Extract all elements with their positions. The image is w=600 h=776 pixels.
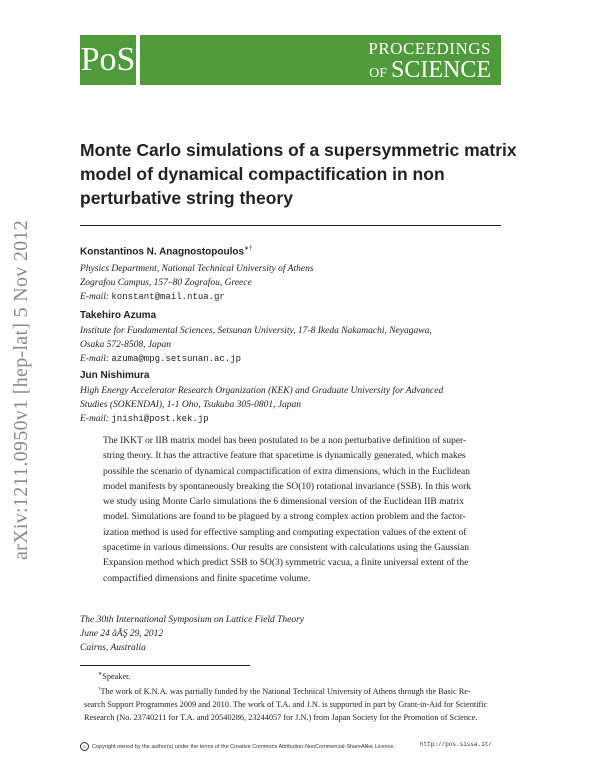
footnote-speaker: ∗Speaker. bbox=[98, 671, 131, 681]
banner-line-2: OF SCIENCE bbox=[369, 57, 491, 83]
author-affiliation: Physics Department, National Technical University of Athens Zografou Campus, 157–80 Zografou, Greece E-mail: konstant@mail.ntua.gr bbox=[80, 264, 314, 302]
email-link[interactable]: konstant@mail.ntua.gr bbox=[111, 292, 225, 302]
copyright-notice: c Copyright owned by the author(s) under the terms of the Creative Commons Attribution-NonCommercial-ShareAlike Licence. bbox=[80, 742, 395, 751]
abstract: The IKKT or IIB matrix model has been postulated to be a non perturbative definition of super- string theory. It has the attractive feature that spacetime is dynamically generated, which makes possible the scenario of dynamical compactification of extra dimensions, which in the Euclidean model manifests by spontaneously breaking the SO(10) rotational invariance (SSB). In this work we study using Monte Carlo simulations the 6 dimensional version of the Euclidean IIB matrix model. Simulations are found to be plagued by a strong complex action problem and the factor- ization method is used for effective sampling and computing expectation values of the extent of spacetime in various dimensions. Our results are consistent with calculations using the Gaussian Expansion method which predict SSB to SO(3) symmetric vacua, a finite universal extent of the compactified dimensions and finite spacetime volume. bbox=[103, 436, 472, 584]
email-link[interactable]: azuma@mpg.setsunan.ac.jp bbox=[111, 354, 242, 364]
pos-logo: PoS bbox=[80, 35, 136, 85]
author-name: Jun Nishimura bbox=[80, 370, 150, 381]
paper-title bbox=[80, 138, 520, 210]
title-line: Monte Carlo simulations of a supersymmetric matrix bbox=[80, 140, 517, 160]
author-affiliation: High Energy Accelerator Research Organization (KEK) and Graduate University for Advanced Studies (SOKENDAI), 1-1 Oho, Tsukuba 305-0801, Japan E-mail: jnishi@post.kek.jp bbox=[80, 386, 444, 424]
title-rule bbox=[80, 225, 501, 226]
arxiv-stamp: arXiv:1211.0950v1 [hep-lat] 5 Nov 2012 bbox=[10, 219, 32, 560]
conference-info: The 30th International Symposium on Lattice Field Theory June 24 âĂŞ 29, 2012 Cairns, Australia bbox=[80, 615, 305, 653]
author-name: Takehiro Azuma bbox=[80, 310, 157, 321]
banner-line-1: PROCEEDINGS bbox=[368, 39, 491, 58]
pos-url[interactable]: http://pos.sissa.it/ bbox=[420, 741, 493, 748]
title-line: perturbative string theory bbox=[80, 188, 293, 208]
author-affiliation: Institute for Fundamental Sciences, Setsunan University, 17-8 Ikeda Nakamachi, Neyagawa, Osaka 572-8508, Japan E-mail: azuma@mpg.setsunan.ac.jp bbox=[80, 326, 432, 364]
footnote-funding: †The work of K.N.A. was partially funded by the National Technical University of Athens through the Basic Re- search Support Programmes 2009 and 2010. The work of T.A. and J.N. is supported in part by Grant-in-Aid for Scientific Research (No. 23740211 for T.A. and 20540286, 23244057 for J.N.) from Japan Society for the Promotion of Science. bbox=[84, 686, 488, 722]
footnote-rule bbox=[80, 665, 250, 666]
footnotes bbox=[84, 668, 504, 724]
title-line: model of dynamical compactification in non bbox=[80, 164, 445, 184]
proceedings-banner bbox=[140, 35, 501, 85]
email-link[interactable]: jnishi@post.kek.jp bbox=[111, 414, 209, 424]
author-name: Konstantinos N. Anagnostopoulos∗† bbox=[80, 246, 253, 258]
copyright-icon: c bbox=[80, 742, 89, 751]
